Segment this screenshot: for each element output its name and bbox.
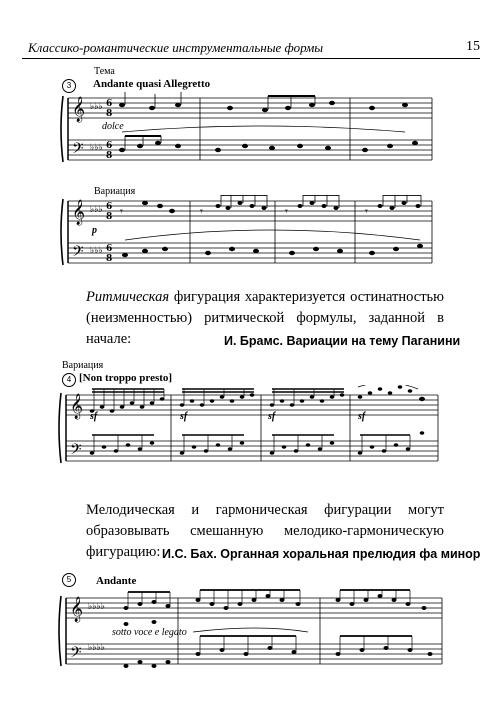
running-title: Классико-романтические инструментальные формы xyxy=(28,40,324,55)
svg-text:6: 6 xyxy=(106,99,113,109)
svg-text:𝄢: 𝄢 xyxy=(70,644,82,665)
theme-label: Тема xyxy=(94,66,115,77)
music-system-brahms xyxy=(58,385,444,473)
svg-text:𝄾: 𝄾 xyxy=(285,205,288,218)
variation-label-3: Вариация xyxy=(94,186,136,197)
svg-text:𝄞: 𝄞 xyxy=(72,97,86,122)
term-rhythmic: Ритмическая xyxy=(86,289,170,305)
music-system-theme xyxy=(60,92,440,172)
svg-text:8: 8 xyxy=(106,109,113,119)
svg-text:8: 8 xyxy=(106,254,113,264)
example-number-5: 5 xyxy=(62,573,76,587)
header-rule xyxy=(22,58,480,59)
svg-text:6: 6 xyxy=(106,244,113,254)
svg-text:8: 8 xyxy=(106,212,113,222)
svg-text:♭♭♭: ♭♭♭ xyxy=(90,246,103,256)
svg-text:♭♭♭♭: ♭♭♭♭ xyxy=(88,602,105,612)
example-number-4: 4 xyxy=(62,373,76,387)
svg-text:𝄾: 𝄾 xyxy=(120,205,123,218)
dynamic-sf-2: sf xyxy=(180,411,188,422)
paragraph-mixed-figuration: Мелодическая и гармоническая фигурации могут образовывать смешанную мелодико-гармоническую фигурацию: xyxy=(86,502,444,560)
svg-text:𝄢: 𝄢 xyxy=(72,140,84,161)
svg-text:𝄾: 𝄾 xyxy=(200,205,203,218)
variation-label-4: Вариация xyxy=(62,360,104,371)
svg-text:6: 6 xyxy=(106,141,113,151)
dynamic-piano: p xyxy=(92,225,97,236)
caption-bach: И.С. Бах. Органная хоральная прелюдия фа минор xyxy=(162,547,481,561)
svg-text:𝄞: 𝄞 xyxy=(70,597,84,622)
svg-text:𝄾: 𝄾 xyxy=(365,205,368,218)
expression-marking: sotto voce e legato xyxy=(112,627,187,638)
music-system-variation xyxy=(60,195,440,275)
svg-text:8: 8 xyxy=(106,151,113,161)
dynamic-sf-1: sf xyxy=(90,411,98,422)
svg-text:𝄞: 𝄞 xyxy=(70,394,84,419)
running-header xyxy=(22,37,480,59)
dynamic-sf-3: sf xyxy=(268,411,276,422)
tempo-marking-brahms: [Non troppo presto] xyxy=(79,372,173,384)
example-number-3: 3 xyxy=(62,79,76,93)
dynamic-sf-4: sf xyxy=(358,411,366,422)
caption-brahms: И. Брамс. Вариации на тему Паганини xyxy=(224,334,461,348)
svg-text:𝄢: 𝄢 xyxy=(72,243,84,264)
svg-text:♭♭♭♭: ♭♭♭♭ xyxy=(88,643,105,653)
tempo-marking-theme: Andante quasi Allegretto xyxy=(93,78,211,90)
svg-text:♭♭♭: ♭♭♭ xyxy=(90,102,103,112)
dynamic-dolce: dolce xyxy=(102,121,124,132)
svg-text:𝄞: 𝄞 xyxy=(72,200,86,225)
svg-text:♭♭♭: ♭♭♭ xyxy=(90,143,103,153)
paragraph1-text: фигурация характеризуется остинатностью (неизменностью) ритмической формулы, заданной в начале: xyxy=(86,289,444,347)
tempo-marking-bach: Andante xyxy=(96,575,137,587)
svg-text:𝄢: 𝄢 xyxy=(70,441,82,462)
svg-text:♭♭♭: ♭♭♭ xyxy=(90,205,103,215)
page-number: 15 xyxy=(466,39,480,54)
svg-text:6: 6 xyxy=(106,202,113,212)
